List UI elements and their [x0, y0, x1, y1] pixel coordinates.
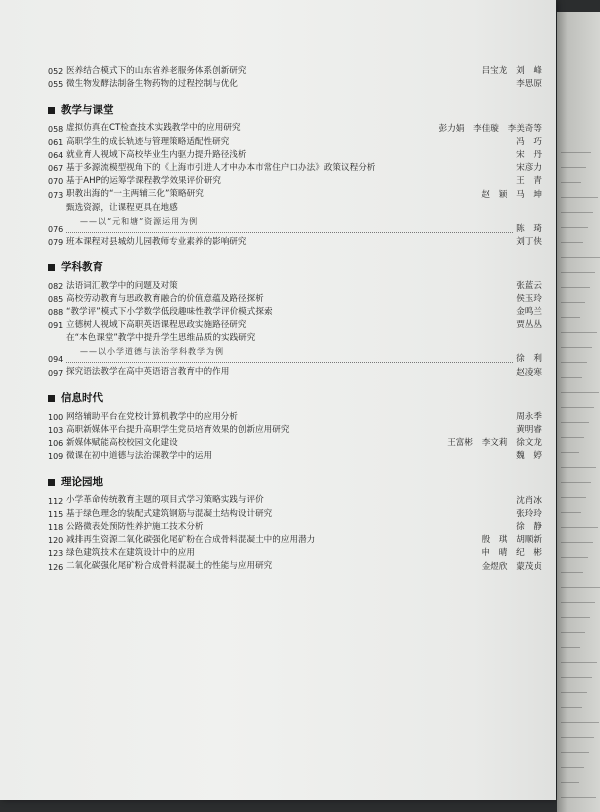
toc-entry [48, 522, 546, 533]
page-number: 091 [48, 321, 64, 331]
entry-subtitle: ——以“元和塘”资源运用为例 [80, 216, 199, 226]
adjacent-text-line [561, 632, 585, 633]
adjacent-text-line [561, 332, 597, 333]
entry-title: 减排再生资源二氧化碳强化尾矿粉在合成骨料混凝土中的应用潜力 [66, 534, 316, 545]
page-number: 070 [48, 177, 64, 187]
page-number: 058 [48, 124, 64, 134]
entry-authors: 宋 丹 [516, 149, 542, 160]
section-title: 理论园地 [61, 475, 103, 488]
entry-authors: 赵 颖 马 坤 [481, 189, 542, 200]
adjacent-text-line [561, 422, 589, 423]
entry-title-block [66, 189, 546, 200]
entry-authors: 张蓝云 [516, 280, 542, 291]
adjacent-text-line [561, 647, 580, 648]
entry-title: 职教出海的“一主两辅三化”策略研究 [66, 189, 204, 200]
adjacent-text-line [561, 782, 579, 783]
toc-entry [48, 561, 546, 572]
adjacent-text-line [561, 737, 594, 738]
adjacent-text-line [561, 722, 599, 723]
entry-title: 高职新媒体平台提升高职学生党员培育效果的创新应用研究 [66, 424, 290, 435]
entry-title: 小学革命传统教育主题的项目式学习策略实践与评价 [66, 495, 264, 506]
page-number: 055 [48, 80, 64, 90]
entry-title-block [66, 367, 546, 378]
adjacent-text-line [561, 557, 588, 558]
entry-authors: 王 青 [516, 176, 542, 187]
page-number: 106 [48, 439, 64, 449]
entry-title: 探究语法教学在高中英语语言教育中的作用 [66, 367, 230, 378]
adjacent-text-line [561, 167, 586, 168]
entry-title: 微生物发酵法制备生物药物的过程控制与优化 [66, 79, 238, 90]
toc-entry [48, 548, 546, 559]
entry-title-block [66, 495, 546, 506]
entry-title: 基于AHP的运筹学课程教学效果评价研究 [66, 176, 222, 187]
adjacent-text-line [561, 407, 594, 408]
adjacent-text-line [561, 182, 581, 183]
adjacent-text-line [561, 797, 596, 798]
toc-entry [48, 367, 546, 378]
adjacent-text-line [561, 302, 585, 303]
section-square-icon [48, 107, 55, 114]
adjacent-text-line [561, 212, 593, 213]
section-title: 教学与课堂 [61, 103, 114, 116]
adjacent-text-line [561, 242, 583, 243]
entry-authors: 金煜欣 蒙茂贞 [481, 561, 542, 572]
section-title: 学科教育 [61, 261, 103, 274]
entry-title: 在“本色课堂”教学中提升学生思维品质的实践研究 [66, 333, 256, 344]
entry-title: 二氧化碳强化尾矿粉合成骨料混凝土的性能与应用研究 [66, 561, 273, 572]
adjacent-text-line [561, 527, 598, 528]
page-number: 112 [48, 496, 64, 506]
entry-title: 高职学生的成长轨迹与管理策略适配性研究 [66, 136, 230, 147]
entry-authors: 侯玉玲 [516, 294, 542, 305]
entry-subtitle: ——以小学道德与法治学科教学为例 [80, 347, 224, 357]
adjacent-text-line [561, 152, 591, 153]
page-number: 097 [48, 368, 64, 378]
entry-title: 法语词汇教学中的问题及对策 [66, 280, 178, 291]
adjacent-text-line [561, 227, 588, 228]
toc-entry [48, 237, 546, 248]
toc-entry [48, 163, 546, 174]
toc-entry [48, 509, 546, 520]
entry-authors: 徐 利 [516, 354, 542, 365]
entry-authors: 赵凌寒 [516, 367, 542, 378]
page-number: 052 [48, 67, 64, 77]
entry-authors: 金鸣兰 [516, 307, 542, 318]
adjacent-text-line [561, 752, 589, 753]
page-number: 073 [48, 190, 64, 200]
entry-title-block [66, 163, 546, 174]
entry-authors: 宋彦力 [516, 163, 542, 174]
toc-entry [48, 281, 546, 292]
entry-title: 医养结合模式下的山东省养老服务体系创新研究 [66, 66, 247, 76]
entry-title: 虚拟仿真在CT检查技术实践教学中的应用研究 [66, 123, 241, 134]
adjacent-text-line [561, 692, 587, 693]
entry-title-block [66, 307, 546, 318]
toc-entry [48, 425, 546, 436]
section-heading [48, 260, 546, 276]
toc-entry [48, 176, 546, 187]
adjacent-text-line [561, 497, 586, 498]
adjacent-text-line [561, 452, 579, 453]
entry-authors: 魏 婷 [516, 451, 542, 462]
section-heading [48, 102, 546, 118]
entry-title-block [66, 66, 546, 77]
entry-title-block [66, 237, 546, 248]
toc-entry [48, 535, 546, 546]
adjacent-text-line [561, 272, 595, 273]
toc-entry [48, 203, 546, 235]
entry-authors: 王富彬 李文莉 徐文龙 [447, 438, 542, 449]
adjacent-text-line [561, 347, 592, 348]
page-number: 061 [48, 137, 64, 147]
entry-title-block [66, 137, 546, 148]
entry-title-block [66, 150, 546, 161]
adjacent-text-line [561, 542, 593, 543]
toc-entry [48, 438, 546, 449]
toc-entry [48, 412, 546, 423]
adjacent-text-line [561, 377, 582, 378]
page-number: 118 [48, 522, 64, 532]
entry-title: 基于绿色理念的装配式建筑钢筋与混凝土结构设计研究 [66, 508, 273, 519]
entry-authors: 刘丁侠 [516, 236, 542, 247]
entry-authors: 殷 琪 胡顺新 [481, 535, 542, 546]
adjacent-text-line [561, 317, 580, 318]
entry-title: 就业育人视域下高校毕业生内驱力提升路径浅析 [66, 149, 247, 160]
entry-title-block [66, 548, 546, 559]
entry-title: 班本课程对县城幼儿园教师专业素养的影响研究 [66, 236, 247, 247]
page-number: 079 [48, 237, 64, 247]
toc-entry [48, 123, 546, 134]
entry-title-block [66, 425, 546, 436]
entry-authors: 沈肖冰 [516, 495, 542, 506]
entry-title: 新媒体赋能高校校园文化建设 [66, 438, 178, 448]
entry-title: “教学评”模式下小学数学低段趣味性教学评价模式探索 [66, 307, 273, 318]
toc-entry [48, 307, 546, 318]
page-number: 103 [48, 426, 64, 435]
page-number: 115 [48, 509, 64, 519]
entry-title: 微课在初中道德与法治课教学中的运用 [66, 451, 213, 462]
adjacent-text-line [561, 707, 582, 708]
toc-entry [48, 137, 546, 148]
toc-entry [48, 451, 546, 462]
toc-entry [48, 150, 546, 161]
entry-title-block [66, 333, 546, 357]
entry-title-block [66, 522, 546, 533]
toc-entry [48, 320, 546, 331]
entry-authors: 贾丛丛 [516, 320, 542, 331]
section-square-icon [48, 479, 55, 486]
table-of-contents [48, 66, 546, 575]
adjacent-text-line [561, 482, 591, 483]
page-number: 120 [48, 536, 64, 546]
section-title: 信息时代 [61, 392, 103, 405]
adjacent-text-line [561, 467, 596, 468]
adjacent-text-line [561, 617, 590, 618]
entry-title-block [66, 79, 546, 90]
dot-leader [66, 362, 513, 363]
toc-entry [48, 189, 546, 200]
adjacent-text-line [561, 587, 600, 588]
page-number: 109 [48, 452, 64, 462]
adjacent-text-line [561, 602, 595, 603]
page-number: 067 [48, 164, 64, 174]
toc-entry [48, 79, 546, 90]
page-number: 126 [48, 562, 64, 572]
entry-authors: 冯 巧 [516, 136, 542, 147]
section-square-icon [48, 395, 55, 402]
adjacent-text-line [561, 362, 587, 363]
entry-authors: 徐 静 [516, 521, 542, 532]
entry-title-block [66, 176, 546, 187]
toc-entry [48, 294, 546, 305]
entry-title: 基于多源流模型视角下的《上海市引进人才申办本市常住户口办法》政策议程分析 [66, 162, 376, 173]
entry-title: 公路微表处预防性养护施工技术分析 [66, 521, 204, 532]
adjacent-text-line [561, 287, 590, 288]
entry-title-block [66, 320, 546, 331]
entry-title: 绿色建筑技术在建筑设计中的应用 [66, 548, 195, 559]
entry-title: 网络辅助平台在党校计算机教学中的应用分析 [66, 411, 238, 422]
page-number: 088 [48, 308, 64, 318]
toc-entry [48, 495, 546, 506]
adjacent-text-line [561, 662, 597, 663]
entry-title: 甄选资源，让课程更具在地感 [66, 202, 178, 213]
adjacent-text-line [561, 257, 600, 258]
section-heading [48, 391, 546, 407]
entry-authors: 申 晴 纪 彬 [481, 548, 542, 559]
entry-authors: 黄明睿 [516, 425, 542, 435]
entry-authors: 张玲玲 [516, 508, 542, 519]
toc-entry [48, 66, 546, 77]
entry-authors: 陈 琦 [516, 223, 542, 234]
dot-leader [66, 232, 513, 233]
adjacent-text-line [561, 572, 583, 573]
page-number: 064 [48, 150, 64, 160]
entry-title-block [66, 412, 546, 423]
page-number: 076 [48, 224, 64, 234]
entry-title: 立德树人视域下高职英语课程思政实施路径研究 [66, 320, 247, 331]
entry-authors: 彭力娟 李佳璇 李美奇等 [438, 123, 542, 134]
entry-authors: 周永季 [516, 411, 542, 422]
entry-title-block [66, 561, 546, 572]
adjacent-text-line [561, 677, 592, 678]
entry-title-block [66, 203, 546, 227]
page-number: 100 [48, 412, 64, 422]
entry-title-block [66, 294, 546, 305]
toc-entry [48, 333, 546, 365]
entry-authors: 李思原 [516, 79, 542, 90]
entry-title-block [66, 509, 546, 520]
entry-title-block [66, 451, 546, 462]
entry-authors: 吕宝龙 刘 峰 [481, 66, 542, 77]
adjacent-text-line [561, 197, 598, 198]
section-square-icon [48, 264, 55, 271]
adjacent-text-line [561, 437, 584, 438]
adjacent-text-line [561, 392, 599, 393]
page-number: 085 [48, 295, 64, 305]
page-number: 094 [48, 355, 64, 365]
section-heading [48, 474, 546, 490]
page-number: 082 [48, 281, 64, 291]
adjacent-page-edge [557, 12, 600, 812]
entry-title-block [66, 535, 546, 546]
page-number: 123 [48, 549, 64, 559]
adjacent-text-line [561, 512, 581, 513]
entry-title: 高校劳动教育与思政教育融合的价值意蕴及路径探析 [66, 293, 264, 304]
adjacent-text-line [561, 767, 584, 768]
entry-title-block [66, 281, 546, 292]
